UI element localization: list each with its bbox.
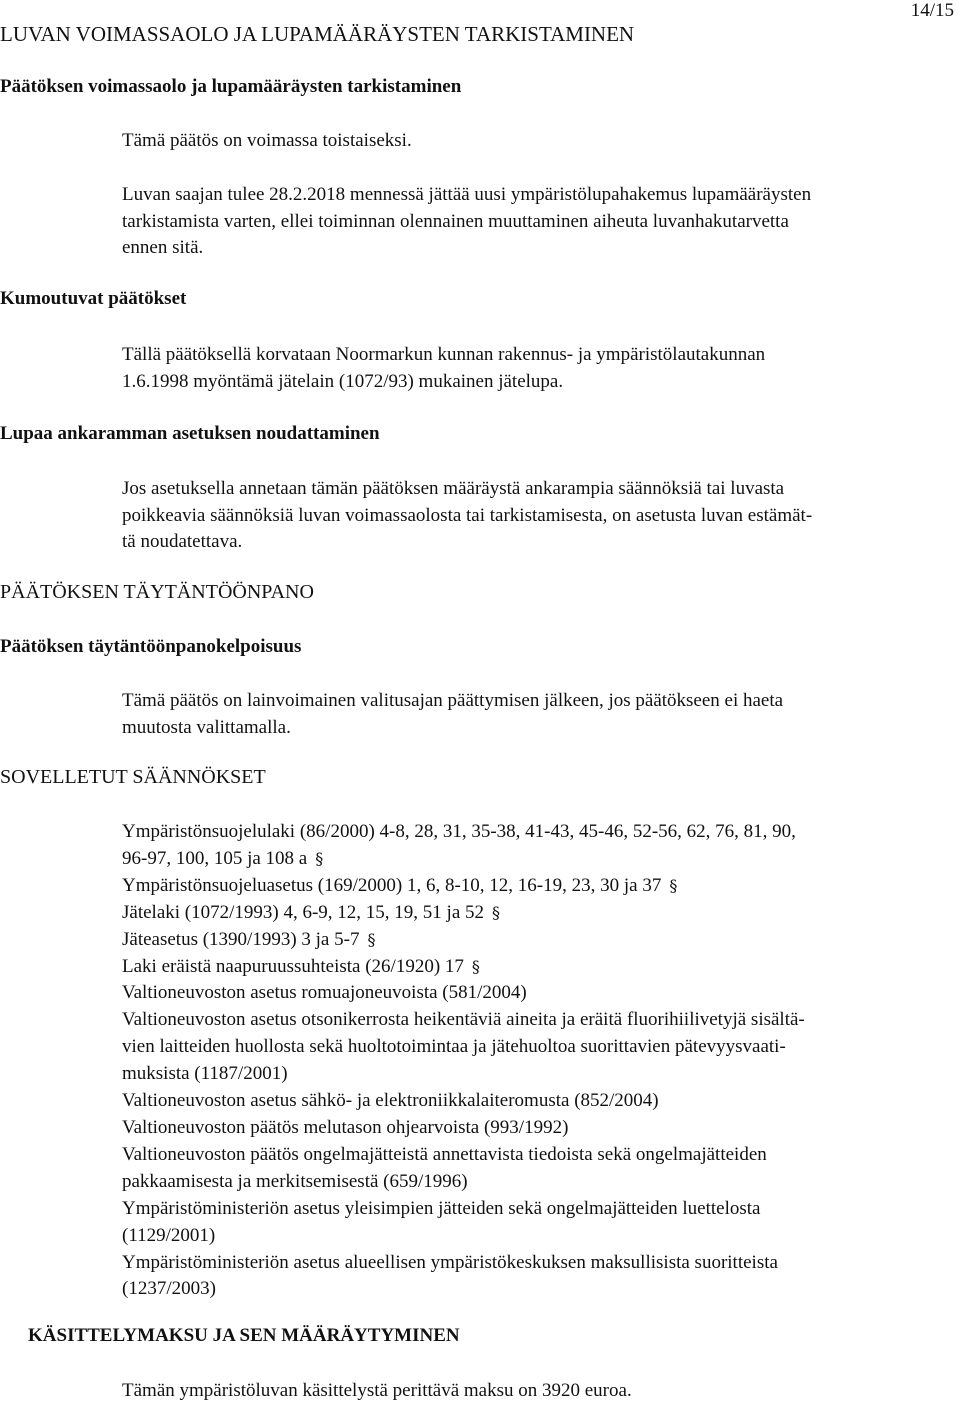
provision-line: muksista (1187/2001) [122,1063,288,1085]
paragraph-validity: Tämä päätös on voimassa toistaiseksi. [122,130,412,151]
subheading-stricter-decree: Lupaa ankaramman asetuksen noudattaminen [0,423,380,444]
section-mark: § [367,929,376,949]
provision-line: Valtioneuvoston asetus romuajoneuvoista (581/2004) [122,982,527,1004]
provision-line: vien laitteiden huollosta sekä huoltotoimintaa ja jätehuoltoa suorittavien pätevyysvaati- [122,1036,786,1058]
text-line: poikkeavia säännöksiä luvan voimassaolosta tai tarkistamisesta, on asetusta luvan estämät- [122,504,813,526]
paragraph-processing-fee: Tämän ympäristöluvan käsittelystä perittävä maksu on 3920 euroa. [122,1380,632,1401]
provision-text: Jätelaki (1072/1993) 4, 6-9, 12, 15, 19, 51 ja 52 [122,901,485,923]
applied-provisions-list [122,819,932,1303]
section-heading-applied-provisions: SOVELLETUT SÄÄNNÖKSET [0,766,266,788]
page-number: 14/15 [910,0,954,21]
provision-line: (1237/2003) [122,1278,216,1300]
provision-line: Valtioneuvoston asetus sähkö- ja elektroniikkalaiteromusta (852/2004) [122,1090,659,1112]
section-mark: § [471,956,480,976]
text-line: Tämä päätös on lainvoimainen valitusajan päättymisen jälkeen, jos päätökseen ei haeta [122,690,784,711]
text-line: Luvan saajan tulee 28.2.2018 mennessä jättää uusi ympäristölupahakemus lupamääräysten [122,184,812,205]
text-line: Tällä päätöksellä korvataan Noormarkun kunnan rakennus- ja ympäristölautakunnan [122,344,766,365]
provision-line: pakkaamisesta ja merkitsemisestä (659/1996) [122,1170,468,1192]
provision-line [122,927,932,954]
section-heading-processing-fee: KÄSITTELYMAKSU JA SEN MÄÄRÄYTYMINEN [28,1325,460,1346]
provision-line [122,873,932,900]
provision-line: (1129/2001) [122,1224,216,1246]
provision-text: Ympäristönsuojeluasetus (169/2000) 1, 6, 8-10, 12, 16-19, 23, 30 ja 37 [122,874,662,896]
section-mark: § [315,848,324,868]
text-line: 1.6.1998 myöntämä jätelain (1072/93) mukainen jätelupa. [122,370,564,392]
paragraph-enforceability [122,688,932,741]
subheading-repealed-decisions: Kumoutuvat päätökset [0,288,187,309]
paragraph-stricter-decree [122,476,932,556]
section-heading-enforcement: PÄÄTÖKSEN TÄYTÄNTÖÖNPANO [0,581,314,603]
subheading-enforceability: Päätöksen täytäntöönpanokelpoisuus [0,636,302,657]
provision-line: Valtioneuvoston asetus otsonikerrosta heikentäviä aineita ja eräitä fluorihiilivetyjä sisältä- [122,1009,805,1031]
section-heading-permit-validity: LUVAN VOIMASSAOLO JA LUPAMÄÄRÄYSTEN TARKISTAMINEN [0,22,635,46]
provision-line [122,846,932,873]
provision-line: Valtioneuvoston päätös melutason ohjearvoista (993/1992) [122,1116,569,1138]
paragraph-repealed-decisions [122,342,932,395]
provision-text: Jäteasetus (1390/1993) 3 ja 5-7 [122,928,360,950]
paragraph-new-application [122,182,932,262]
provision-line: Ympäristöministeriön asetus yleisimpien jätteiden sekä ongelmajätteiden luettelosta [122,1197,761,1219]
provision-line: Valtioneuvoston päätös ongelmajätteistä annettavista tiedoista sekä ongelmajätteiden [122,1143,767,1165]
provision-line: Ympäristönsuojelulaki (86/2000) 4-8, 28, 31, 35-38, 41-43, 45-46, 52-56, 62, 76, 81, 90, [122,821,796,842]
text-line: ennen sitä. [122,237,204,258]
provision-text: Laki eräistä naapuruussuhteista (26/1920) 17 [122,955,464,977]
provision-text: 96-97, 100, 105 ja 108 a [122,847,308,869]
section-mark: § [492,902,501,922]
text-line: tä noudatettava. [122,531,243,552]
provision-line [122,954,932,981]
text-line: Jos asetuksella annetaan tämän päätöksen määräystä ankarampia säännöksiä tai luvasta [122,478,785,499]
provision-line: Ympäristöministeriön asetus alueellisen ympäristökeskuksen maksullisista suoritteista [122,1251,778,1273]
text-line: tarkistamista varten, ellei toiminnan olennainen muuttaminen aiheuta luvanhakutarvetta [122,210,789,232]
subheading-decision-validity: Päätöksen voimassaolo ja lupamääräysten tarkistaminen [0,76,462,97]
section-mark: § [669,875,678,895]
text-line: muutosta valittamalla. [122,716,291,738]
provision-line [122,900,932,927]
